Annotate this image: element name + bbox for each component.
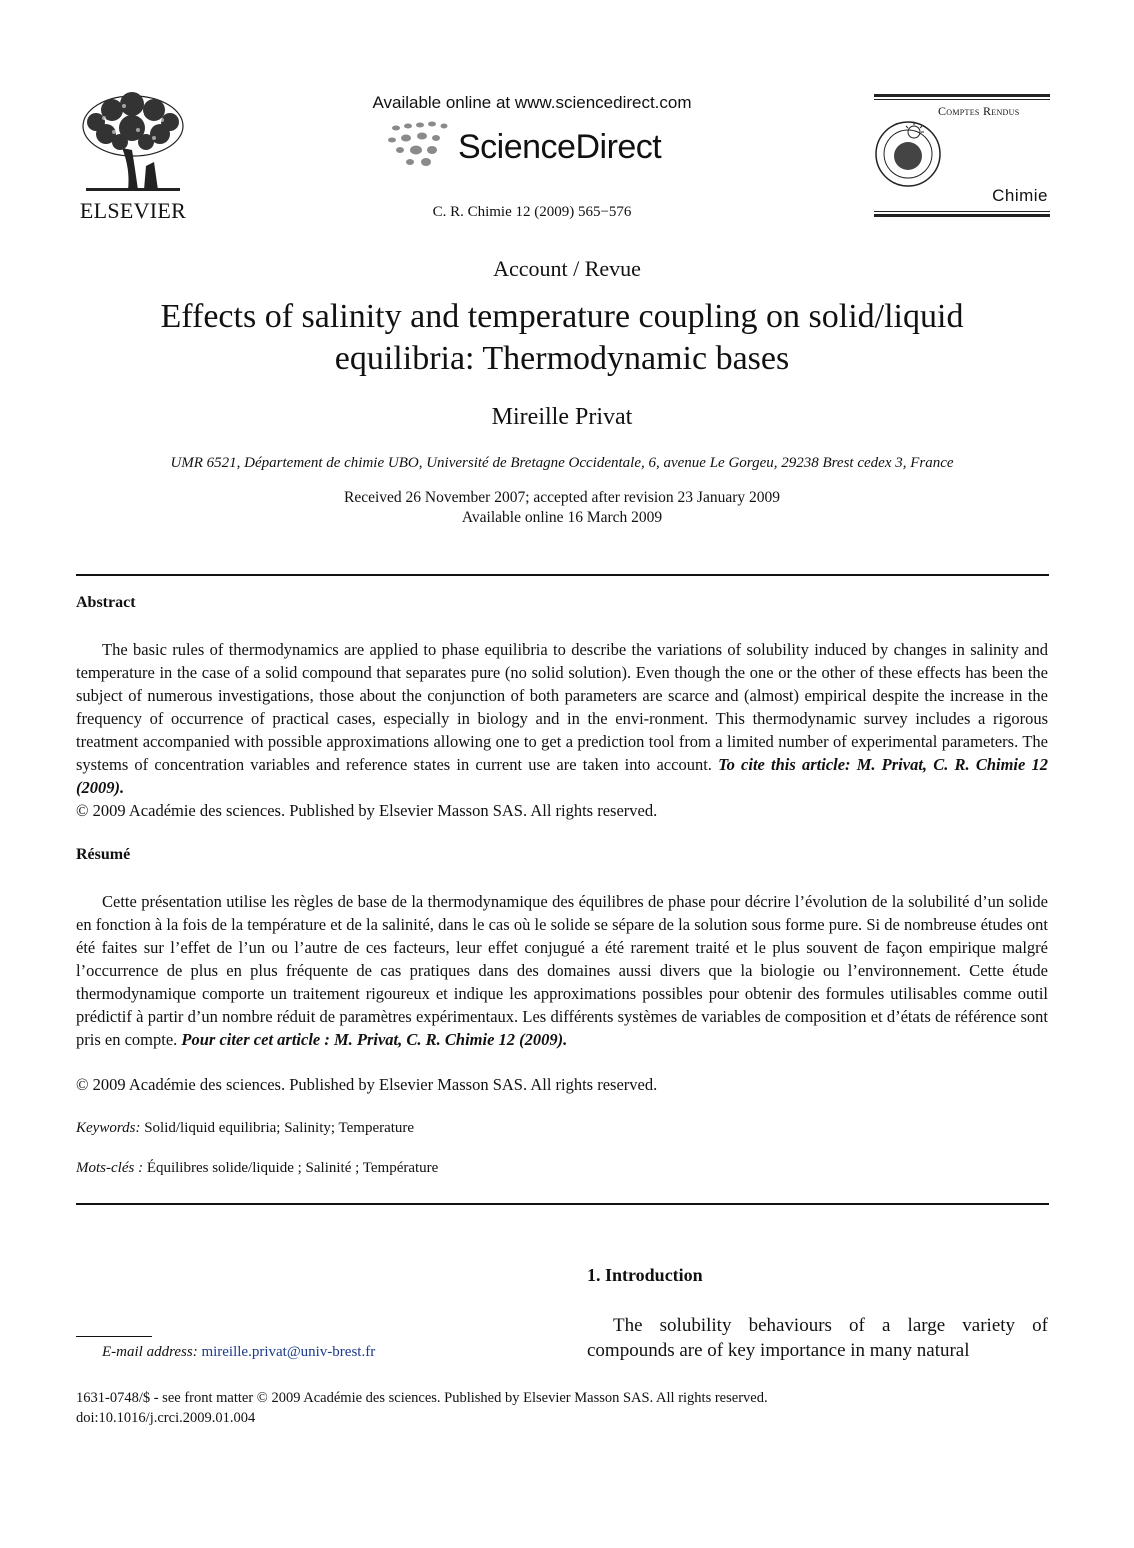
front-matter-line: 1631-0748/$ - see front matter © 2009 Académie des sciences. Published by Elsevier Masson SAS. All rights reserved.: [76, 1390, 768, 1406]
sciencedirect-logo: [386, 120, 686, 170]
author-name: Mireille Privat: [491, 404, 633, 430]
publisher-wordmark: ELSEVIER: [79, 198, 187, 223]
mots-cles-line: Mots-clés : Équilibres solide/liquide ; Salinité ; Température: [76, 1160, 439, 1176]
resume-heading: Résumé: [76, 846, 131, 863]
email-link[interactable]: mireille.privat@univ-brest.fr: [201, 1344, 376, 1360]
comptes-rendus-logo: [874, 94, 1050, 220]
sciencedirect-wordmark: ScienceDirect: [458, 128, 662, 166]
author-email: E-mail address: mireille.privat@univ-brest.fr: [102, 1344, 376, 1360]
introduction-text: The solubility behaviours of a large variety of compounds are of key importance in many natural: [587, 1315, 1048, 1361]
elsevier-logo: [76, 92, 190, 223]
abstract-cite: To cite this article: M. Privat, C. R. Chimie 12 (2009).: [76, 755, 1048, 797]
introduction-heading: 1. Introduction: [587, 1265, 703, 1285]
resume-cite: Pour citer cet article : M. Privat, C. R. Chimie 12 (2009).: [181, 1030, 568, 1049]
bottom-divider: [76, 1203, 1049, 1205]
resume-text: Cette présentation utilise les règles de base de la thermodynamique des équilibres de phase pour décrire l’évolution de la solubilité d’un solide en fonction à la fois de la température et de la salinité, dans le cas où le solide se sépare de la solution sous forme pure. Si de nombreuse études ont été faites sur l’effet de l’un ou l’autre de ces facteurs, leur effet conjugué a été rarement traité et le plus souvent de façon empirique malgré l’occurrence de plus en plus fréquente de cas pratiques dans des domaines aussi divers que la biologie ou l’environnement. Cette étude thermodynamique comporte un traitement rigoureux et indique les approximations possibles pour obtenir des formules utilisables comme outil prédictif à partir d’un nombre réduit de paramètres expérimentaux. Les différents systèmes de variables de composition et d’états de référence sont pris en compte. Pour citer cet article : M. Privat, C. R. Chimie 12 (2009).: [76, 892, 1048, 1049]
available-online-text: Available online at www.sciencedirect.com: [372, 93, 692, 112]
footnote-rule: [76, 1336, 152, 1337]
sciencedirect-dots-icon: [386, 120, 458, 170]
top-divider: [76, 574, 1049, 576]
journal-citation: C. R. Chimie 12 (2009) 565−576: [432, 204, 632, 220]
resume-copyright: © 2009 Académie des sciences. Published by Elsevier Masson SAS. All rights reserved.: [76, 1075, 658, 1094]
abstract-text: The basic rules of thermodynamics are applied to phase equilibria to describe the variations of solubility induced by changes in salinity and temperature in the case of a solid compound that separates pure (no solid solution). Even though the one or the other of these effects has been the subject of numerous investigations, those about the conjunction of both parameters are scarce and (almost) empirical despite the increase in the frequency of occurrence of practical cases, especially in biology and in the envi-ronment. This thermodynamic survey includes a rigorous treatment accompanied with possible approximations allowing one to get a prediction tool from a limited number of experimental parameters. The systems of concentration variables and reference states in current use are taken into account. To cite this article: M. Privat, C. R. Chimie 12 (2009).: [76, 640, 1048, 797]
front-matter: [76, 1388, 768, 1428]
journal-section-title: Chimie: [992, 186, 1048, 205]
article-dates: [0, 488, 1124, 528]
online-date: Available online 16 March 2009: [461, 509, 663, 526]
author-affiliation: UMR 6521, Département de chimie UBO, Université de Bretagne Occidentale, 6, avenue Le Gorgeu, 29238 Brest cedex 3, France: [170, 455, 954, 471]
tree-icon: [76, 92, 190, 196]
article-type: Account / Revue: [493, 256, 641, 281]
doi[interactable]: doi:10.1016/j.crci.2009.01.004: [76, 1410, 256, 1426]
journal-series-title: Comptes Rendus: [938, 104, 1020, 118]
keywords-line: Keywords: Solid/liquid equilibria; Salinity; Temperature: [76, 1120, 415, 1136]
abstract-heading: Abstract: [76, 594, 136, 611]
received-date: Received 26 November 2007; accepted after revision 23 January 2009: [344, 489, 780, 506]
abstract-copyright: © 2009 Académie des sciences. Published by Elsevier Masson SAS. All rights reserved.: [76, 801, 658, 820]
article-title: Effects of salinity and temperature coupling on solid/liquid equilibria: Thermodynamic bases: [160, 298, 964, 377]
